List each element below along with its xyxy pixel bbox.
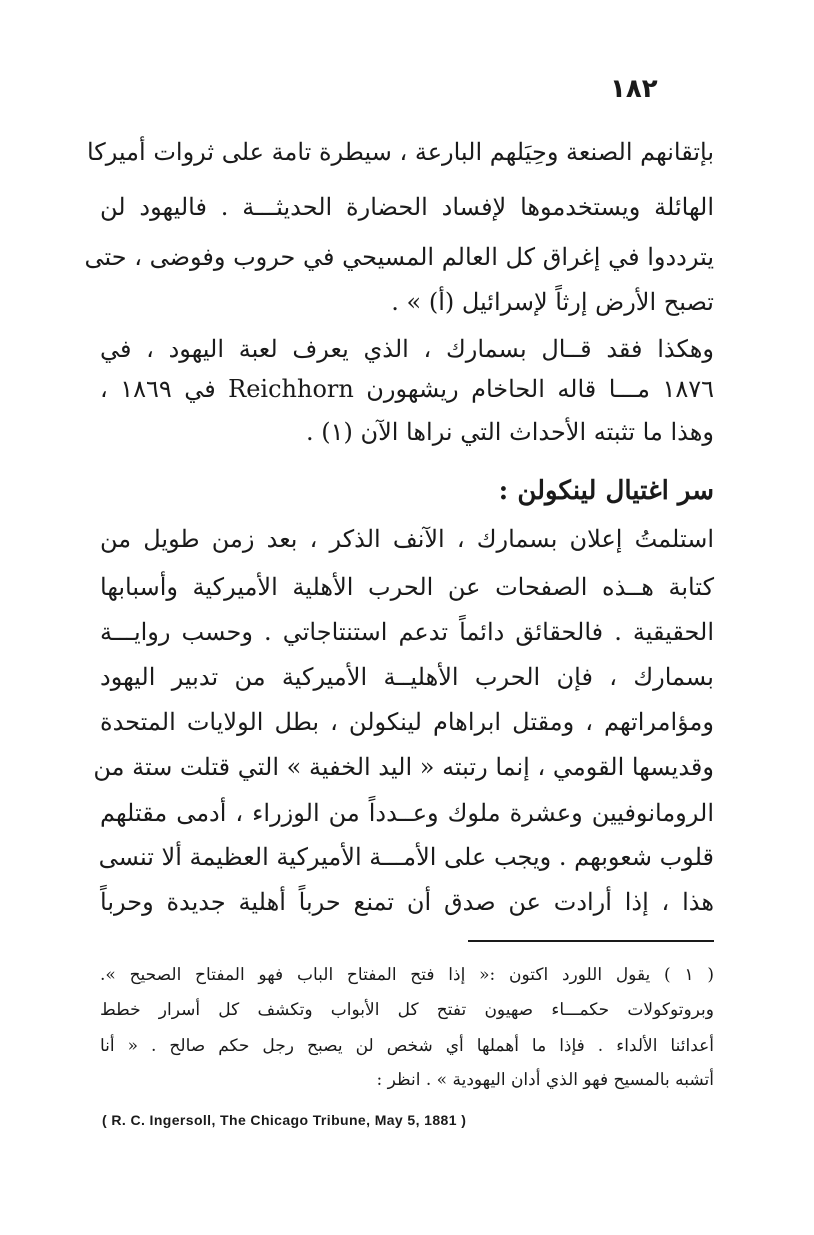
p3-line-5: ومؤامراتهم ، ومقتل ابراهام لينكولن ، بطل الولايات المتحدة — [100, 708, 714, 736]
p1-line-2: الهائلة ويستخدموها لإفساد الحضارة الحديثـــة . فاليهود لن — [100, 193, 714, 221]
p2-line-1: وهكذا فقد قــال بسمارك ، الذي يعرف لعبة اليهود ، في — [100, 335, 714, 363]
footnote-line-3: أعدائنا الألداء . فإذا ما أهملها أي شخص لن يصبح رجل حكم صالح . « أنا — [100, 1036, 714, 1056]
p1-line-4: تصبح الأرض إرثاً لإسرائيل (أ) » . — [391, 288, 714, 316]
footnote-line-1: ( ١ ) يقول اللورد اكتون :« إذا فتح المفتاح الباب فهو المفتاح الصحيح ». — [100, 965, 714, 985]
p3-line-2: كتابة هــذه الصفحات عن الحرب الأهلية الأميركية وأسبابها — [100, 573, 714, 601]
p2-line-2: ١٨٧٦ مـــا قاله الحاخام ريشهورن Reichhorn في ١٨٦٩ ، — [100, 375, 715, 403]
page-number: ١٨٢ — [610, 74, 658, 104]
p3-line-4: بسمارك ، فإن الحرب الأهليــة الأميركية من تدبير اليهود — [100, 663, 714, 691]
p2-line-3: وهذا ما تثبته الأحداث التي نراها الآن (١) . — [305, 418, 714, 446]
p3-line-7: الرومانوفيين وعشرة ملوك وعــدداً من الوزراء ، أدمى مقتلهم — [100, 799, 714, 827]
p3-line-8: قلوب شعوبهم . ويجب على الأمـــة الأميركية العظيمة ألا تنسى — [98, 843, 714, 871]
footnote-divider — [468, 940, 714, 942]
footnote-line-2: وبروتوكولات حكمـــاء صهيون تفتح كل الأبواب وتكشف كل أسرار خطط — [100, 1000, 714, 1020]
p3-line-1: استلمتُ إعلان بسمارك ، الآنف الذكر ، بعد زمن طويل من — [100, 525, 714, 553]
section-heading: سر اغتيال لينكولن : — [498, 476, 714, 506]
footnote-line-4: أتشبه بالمسيح فهو الذي أدان اليهودية » . انظر : — [376, 1070, 714, 1090]
p3-line-3: الحقيقية . فالحقائق دائماً تدعم استنتاجاتي . وحسب روايـــة — [100, 618, 714, 646]
p3-line-6: وقديسها القومي ، إنما رتبته « اليد الخفية » التي قتلت ستة من — [93, 753, 714, 781]
p3-line-9: هذا ، إذا أرادت عن صدق أن تمنع حرباً أهلية جديدة وحرباً — [100, 888, 714, 916]
p1-line-1: بإتقانهم الصنعة وحِيَلهم البارعة ، سيطرة تامة على ثروات أميركا — [86, 138, 714, 166]
p1-line-3: يترددوا في إغراق كل العالم المسيحي في حروب وفوضى ، حتى — [84, 243, 714, 271]
footnote-citation: ( R. C. Ingersoll, The Chicago Tribune, May 5, 1881 ) — [102, 1112, 467, 1128]
